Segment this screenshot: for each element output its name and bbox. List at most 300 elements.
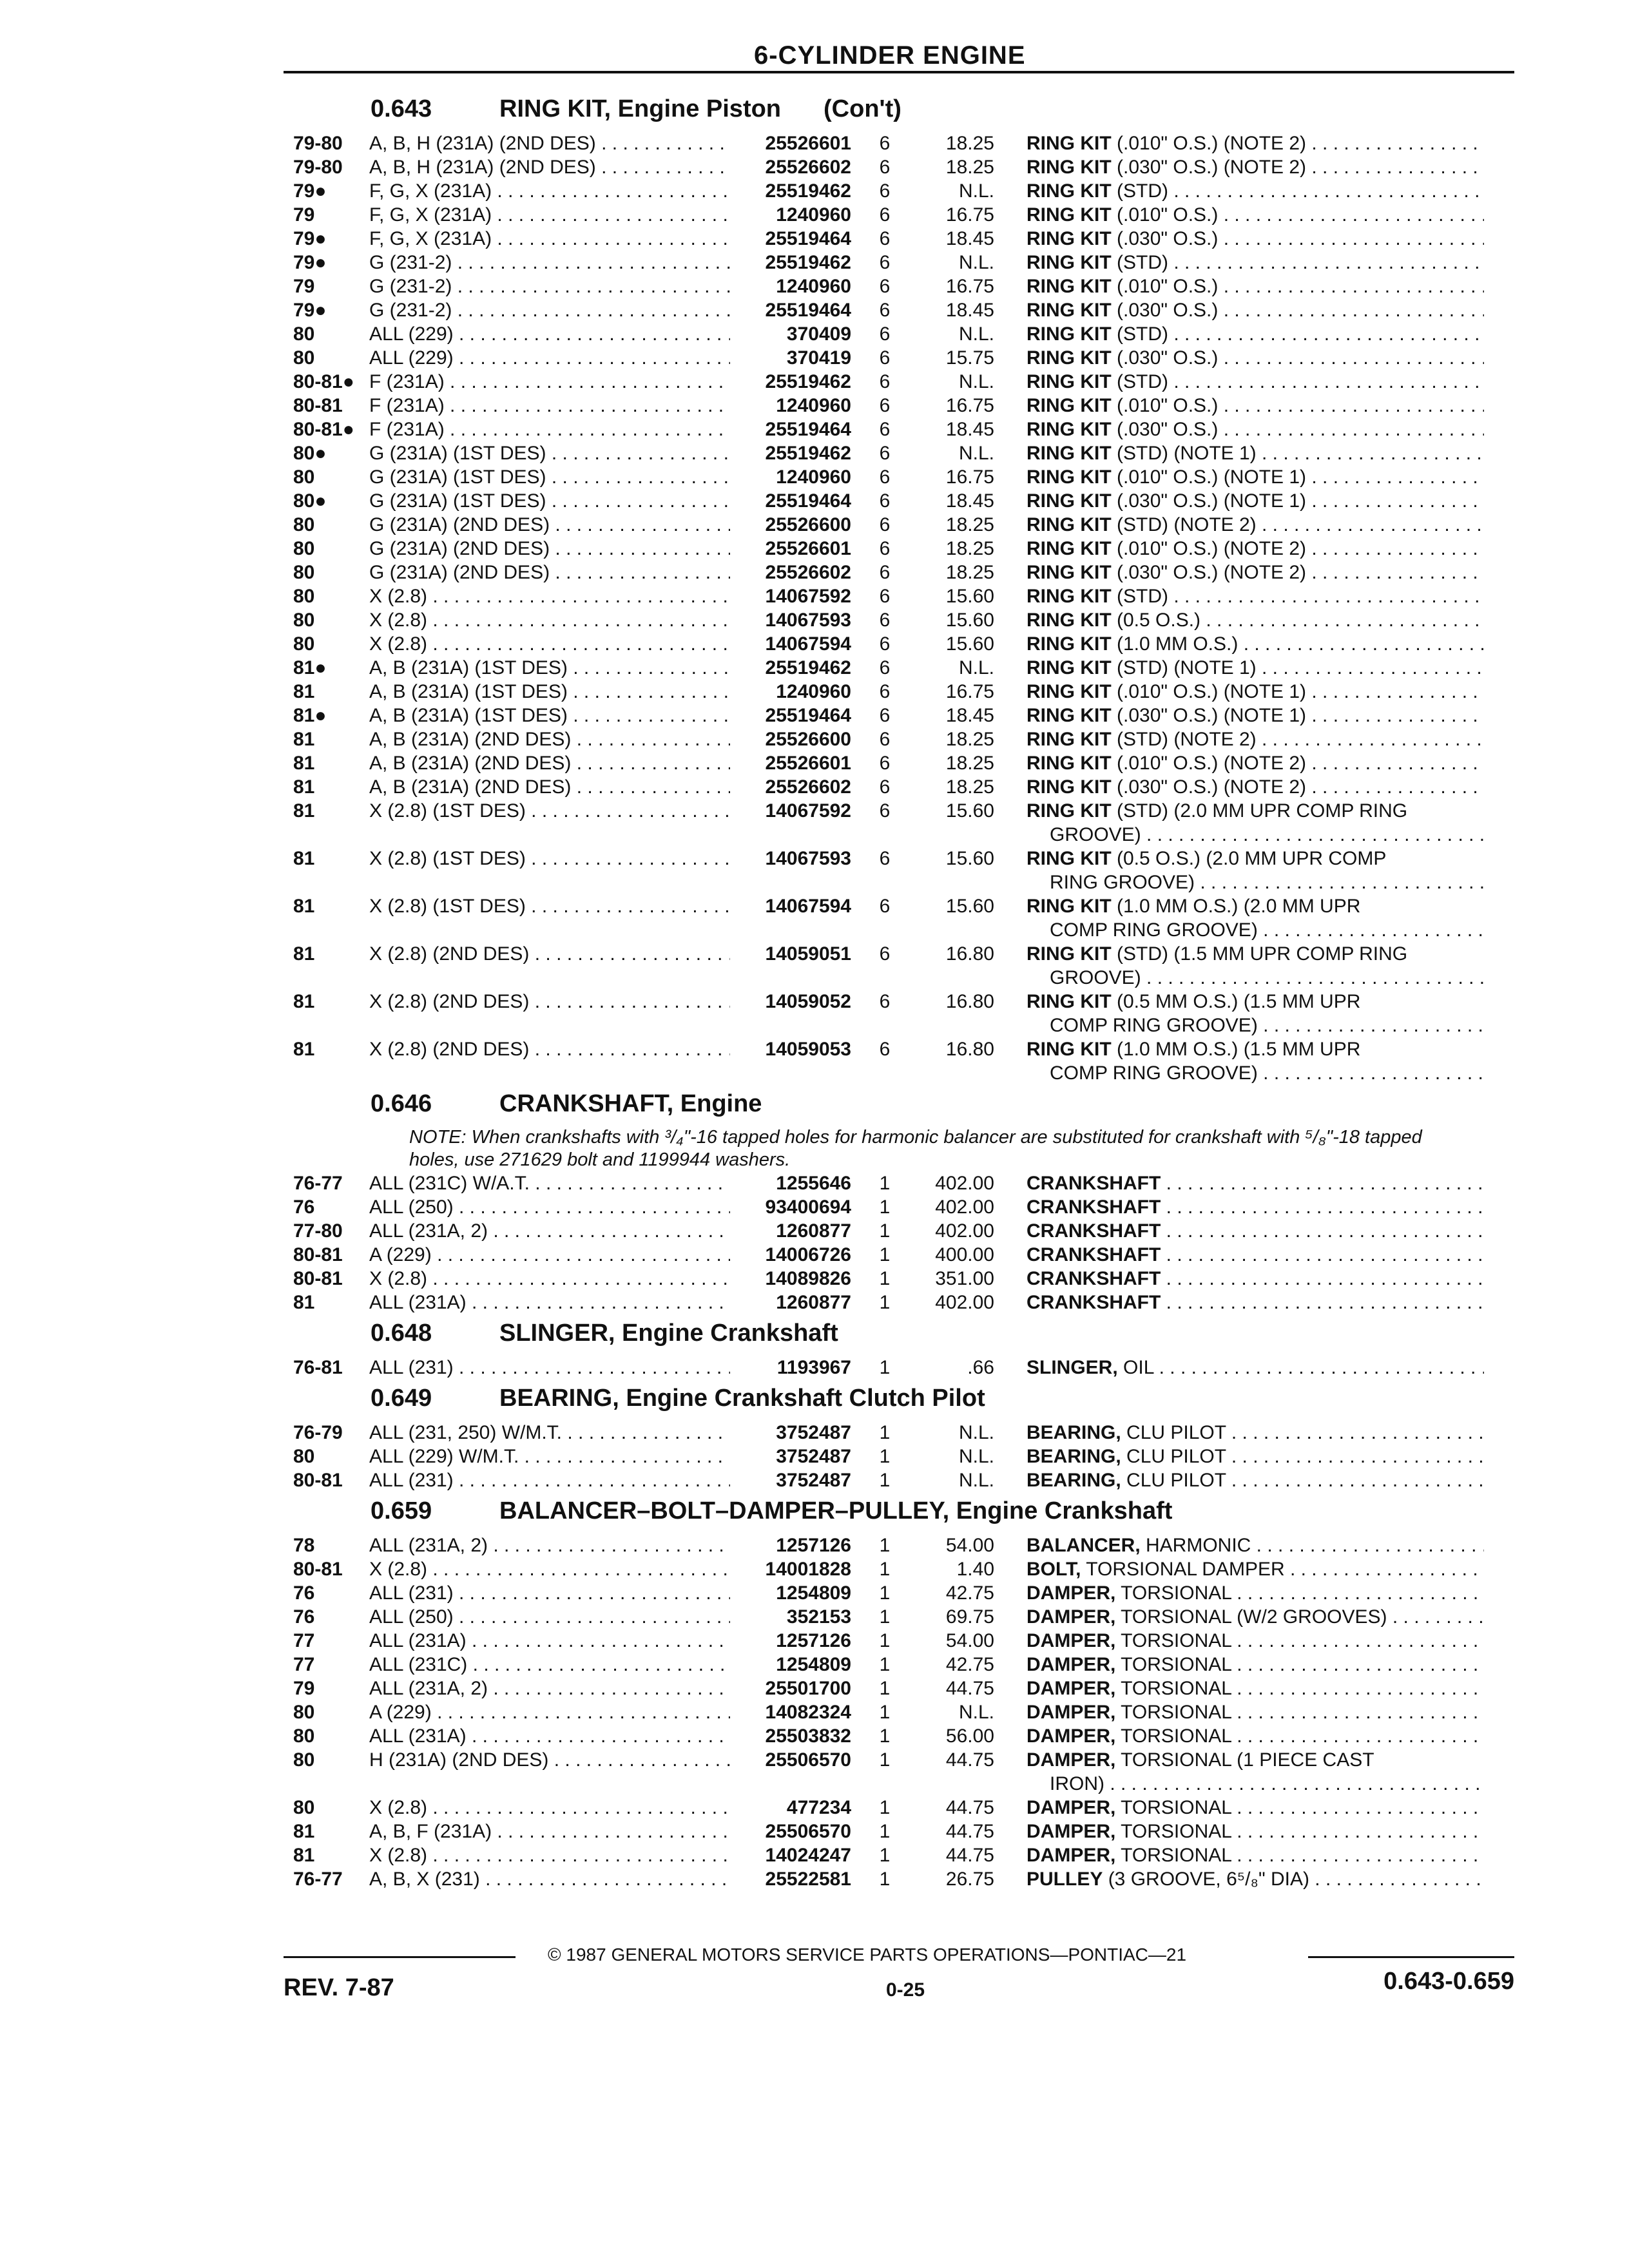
description-line xyxy=(1027,1677,1484,1700)
table-row xyxy=(293,1445,1505,1468)
description-keyword: DAMPER, xyxy=(1027,1797,1116,1818)
table-row xyxy=(293,847,1505,894)
table-row xyxy=(293,179,1505,203)
quantity: 6 xyxy=(879,466,891,488)
description-keyword: BOLT, xyxy=(1027,1559,1081,1580)
part-number: 25519464 xyxy=(765,705,851,726)
description-keyword: RING KIT xyxy=(1027,133,1112,154)
description-keyword: DAMPER, xyxy=(1027,1606,1116,1628)
description-line xyxy=(1027,1724,1484,1748)
description-line xyxy=(1027,465,1484,489)
description-keyword: DAMPER, xyxy=(1027,1821,1116,1842)
price: 18.25 xyxy=(945,133,994,154)
model-application: ALL (229) W/M.T. . . . xyxy=(369,1445,730,1468)
model-year: 80-81 xyxy=(293,395,343,416)
description-detail: HARMONIC xyxy=(1140,1535,1251,1556)
table-row xyxy=(293,1557,1505,1581)
price: N.L. xyxy=(958,1422,994,1443)
part-description xyxy=(1020,1677,1484,1700)
part-description xyxy=(1020,179,1484,203)
part-description xyxy=(1020,489,1484,513)
description-keyword: DAMPER, xyxy=(1027,1582,1116,1604)
price: 18.25 xyxy=(945,538,994,559)
model-year: 81 xyxy=(293,729,315,750)
part-number: 14059053 xyxy=(765,1039,851,1060)
model-application: X (2.8) . . . xyxy=(369,1796,730,1820)
description-line xyxy=(1027,561,1484,584)
quantity: 6 xyxy=(879,562,891,583)
model-application: G (231A) (1ST DES) . . . xyxy=(369,441,730,465)
quantity: 1 xyxy=(879,1678,891,1699)
section-number: 0.643 xyxy=(371,95,432,122)
price: 402.00 xyxy=(935,1173,994,1194)
table-row xyxy=(293,1356,1505,1379)
model-year: 80-81● xyxy=(293,371,354,392)
description-detail: TORSIONAL xyxy=(1115,1725,1231,1747)
quantity: 6 xyxy=(879,896,891,917)
description-detail: (.030" O.S.) (NOTE 2) xyxy=(1111,562,1307,583)
table-row xyxy=(293,942,1505,990)
model-application: ALL (250) . . . xyxy=(369,1195,730,1219)
description-line xyxy=(1027,680,1484,704)
part-description xyxy=(1020,274,1484,298)
table-row xyxy=(293,1843,1505,1867)
model-year: 76-77 xyxy=(293,1869,343,1890)
description-keyword: RING KIT xyxy=(1027,180,1112,202)
parts-list xyxy=(293,95,1505,1896)
part-description xyxy=(1020,680,1484,704)
description-detail: (.030" O.S.) xyxy=(1111,228,1219,249)
part-description xyxy=(1020,1037,1484,1085)
model-year: 80-81 xyxy=(293,1268,343,1289)
part-number: 25503832 xyxy=(765,1725,851,1747)
description-keyword: RING KIT xyxy=(1027,705,1112,726)
model-year: 80 xyxy=(293,466,315,488)
quantity: 1 xyxy=(879,1606,891,1628)
description-detail: (.030" O.S.) (NOTE 1) xyxy=(1111,490,1307,512)
quantity: 1 xyxy=(879,1797,891,1818)
part-number: 14024247 xyxy=(765,1845,851,1866)
model-application: X (2.8) . . . xyxy=(369,584,730,608)
part-description xyxy=(1020,298,1484,322)
model-application: ALL (231) . . . xyxy=(369,1581,730,1605)
part-number: 25519462 xyxy=(765,180,851,202)
price: 18.45 xyxy=(945,419,994,440)
description-keyword: RING KIT xyxy=(1027,848,1112,869)
model-application: G (231A) (2ND DES) . . . xyxy=(369,537,730,561)
description-continuation: GROOVE) . . . xyxy=(1027,966,1484,990)
part-number: 14067592 xyxy=(765,800,851,822)
model-year: 79● xyxy=(293,180,327,202)
part-number: 25526602 xyxy=(765,776,851,798)
description-keyword: DAMPER, xyxy=(1027,1630,1116,1651)
model-application: H (231A) (2ND DES) . . . xyxy=(369,1748,730,1796)
description-line xyxy=(1027,1533,1484,1557)
description-keyword: RING KIT xyxy=(1027,753,1112,774)
description-line xyxy=(1027,894,1484,918)
description-detail: TORSIONAL (1 PIECE CAST xyxy=(1115,1749,1374,1771)
model-application: A, B, H (231A) (2ND DES) . . . xyxy=(369,155,730,179)
price: 18.45 xyxy=(945,300,994,321)
quantity: 6 xyxy=(879,633,891,655)
table-row xyxy=(293,227,1505,251)
model-year: 80 xyxy=(293,633,315,655)
quantity: 1 xyxy=(879,1869,891,1890)
section-number: 0.648 xyxy=(371,1320,432,1347)
quantity: 6 xyxy=(879,729,891,750)
description-detail: TORSIONAL xyxy=(1115,1630,1231,1651)
description-detail: (0.5 O.S.) xyxy=(1111,610,1201,631)
price: 18.45 xyxy=(945,228,994,249)
part-number: 25519464 xyxy=(765,300,851,321)
model-year: 81 xyxy=(293,753,315,774)
description-keyword: RING KIT xyxy=(1027,586,1112,607)
quantity: 6 xyxy=(879,800,891,822)
description-keyword: RING KIT xyxy=(1027,610,1112,631)
part-number: 25526601 xyxy=(765,133,851,154)
quantity: 6 xyxy=(879,753,891,774)
description-detail: (.010" O.S.) xyxy=(1111,395,1219,416)
section-range: 0.643-0.659 xyxy=(1383,1968,1514,1995)
description-detail: (.010" O.S.) (NOTE 2) xyxy=(1111,133,1307,154)
part-number: 25501700 xyxy=(765,1678,851,1699)
model-application: F, G, X (231A) . . . xyxy=(369,227,730,251)
model-application: A (229) . . . xyxy=(369,1243,730,1267)
price: 44.75 xyxy=(945,1845,994,1866)
description-line xyxy=(1027,418,1484,441)
description-detail: (STD) (NOTE 2) xyxy=(1111,514,1257,535)
part-number: 25519462 xyxy=(765,371,851,392)
table-row xyxy=(293,298,1505,322)
model-application: G (231A) (1ST DES) . . . xyxy=(369,465,730,489)
description-keyword: DAMPER, xyxy=(1027,1749,1116,1771)
price: N.L. xyxy=(958,252,994,273)
description-keyword: BEARING, xyxy=(1027,1446,1121,1467)
model-year: 80 xyxy=(293,323,315,345)
part-number: 25506570 xyxy=(765,1821,851,1842)
part-description xyxy=(1020,418,1484,441)
part-description xyxy=(1020,751,1484,775)
description-keyword: RING KIT xyxy=(1027,323,1112,345)
model-application: ALL (231A, 2) . . . xyxy=(369,1219,730,1243)
description-detail: (0.5 MM O.S.) (1.5 MM UPR xyxy=(1111,991,1361,1012)
description-line xyxy=(1027,203,1484,227)
price: 16.75 xyxy=(945,395,994,416)
table-row xyxy=(293,727,1505,751)
price: 15.75 xyxy=(945,347,994,369)
description-line xyxy=(1027,1748,1484,1772)
table-row xyxy=(293,1195,1505,1219)
part-description xyxy=(1020,155,1484,179)
model-application: G (231-2) . . . xyxy=(369,298,730,322)
model-application: A, B (231A) (2ND DES) . . . xyxy=(369,775,730,799)
table-row xyxy=(293,418,1505,441)
section-title: RING KIT, Engine Piston xyxy=(499,95,782,122)
model-application: X (2.8) . . . xyxy=(369,1843,730,1867)
table-row xyxy=(293,1677,1505,1700)
price: 15.60 xyxy=(945,800,994,822)
price: N.L. xyxy=(958,323,994,345)
part-description xyxy=(1020,1219,1484,1243)
description-detail: (.010" O.S.) (NOTE 1) xyxy=(1111,466,1307,488)
quantity: 1 xyxy=(879,1196,891,1218)
description-detail: OIL xyxy=(1117,1357,1154,1378)
part-number: 1240960 xyxy=(776,466,851,488)
description-continuation: IRON) . . . xyxy=(1027,1772,1484,1796)
description-detail: (.030" O.S.) xyxy=(1111,300,1219,321)
model-year: 79● xyxy=(293,300,327,321)
table-row xyxy=(293,775,1505,799)
table-row xyxy=(293,608,1505,632)
model-application: A, B, F (231A) . . . xyxy=(369,1820,730,1843)
table-row xyxy=(293,131,1505,155)
table-row xyxy=(293,1700,1505,1724)
description-line xyxy=(1027,537,1484,561)
page-title: 6-CYLINDER ENGINE xyxy=(754,41,1026,70)
model-application: X (2.8) . . . xyxy=(369,608,730,632)
description-detail: (STD) (2.0 MM UPR COMP RING xyxy=(1111,800,1408,822)
description-keyword: RING KIT xyxy=(1027,776,1112,798)
description-keyword: DAMPER, xyxy=(1027,1654,1116,1675)
part-description xyxy=(1020,1291,1484,1314)
description-line xyxy=(1027,1267,1484,1291)
description-line xyxy=(1027,227,1484,251)
description-line xyxy=(1027,441,1484,465)
price: 15.60 xyxy=(945,633,994,655)
part-description xyxy=(1020,1468,1484,1492)
model-year: 81 xyxy=(293,681,315,702)
table-row xyxy=(293,1581,1505,1605)
section-title: BEARING, Engine Crankshaft Clutch Pilot xyxy=(499,1385,985,1412)
description-keyword: RING KIT xyxy=(1027,657,1112,678)
table-row xyxy=(293,1037,1505,1085)
part-number: 370419 xyxy=(786,347,851,369)
price: 402.00 xyxy=(935,1292,994,1313)
page-number: 0-25 xyxy=(886,1979,925,2001)
table-row xyxy=(293,632,1505,656)
table-row xyxy=(293,561,1505,584)
description-line xyxy=(1027,251,1484,274)
part-number: 93400694 xyxy=(765,1196,851,1218)
quantity: 1 xyxy=(879,1582,891,1604)
price: 44.75 xyxy=(945,1678,994,1699)
table-row xyxy=(293,1171,1505,1195)
model-application: A, B (231A) (2ND DES) . . . xyxy=(369,727,730,751)
model-year: 79 xyxy=(293,276,315,297)
description-line xyxy=(1027,1445,1484,1468)
model-year: 80● xyxy=(293,490,327,512)
part-number: 14059052 xyxy=(765,991,851,1012)
description-line xyxy=(1027,346,1484,370)
table-row xyxy=(293,203,1505,227)
price: 402.00 xyxy=(935,1220,994,1242)
quantity: 1 xyxy=(879,1535,891,1556)
description-continuation: RING GROOVE) . . . xyxy=(1027,870,1484,894)
section-title: BALANCER–BOLT–DAMPER–PULLEY, Engine Crankshaft xyxy=(499,1497,1173,1524)
description-detail: (.030" O.S.) (NOTE 1) xyxy=(1111,705,1307,726)
part-number: 14006726 xyxy=(765,1244,851,1265)
quantity: 1 xyxy=(879,1244,891,1265)
model-year: 76-79 xyxy=(293,1422,343,1443)
model-year: 76 xyxy=(293,1582,315,1604)
description-keyword: RING KIT xyxy=(1027,228,1112,249)
price: 402.00 xyxy=(935,1196,994,1218)
quantity: 1 xyxy=(879,1654,891,1675)
price: 16.80 xyxy=(945,991,994,1012)
description-keyword: SLINGER, xyxy=(1027,1357,1118,1378)
description-keyword: BEARING, xyxy=(1027,1470,1121,1491)
description-detail: (.030" O.S.) (NOTE 2) xyxy=(1111,157,1307,178)
section-note: NOTE: When crankshafts with ³/₄"-16 tapped holes for harmonic balancer are substituted for crankshaft with ⁵/₈"-18 tapped holes, use 271629 bolt and 1199944 washers. xyxy=(409,1127,1422,1170)
price: 44.75 xyxy=(945,1797,994,1818)
table-row xyxy=(293,1724,1505,1748)
table-row xyxy=(293,465,1505,489)
table-row xyxy=(293,155,1505,179)
model-year: 80 xyxy=(293,1702,315,1723)
description-keyword: RING KIT xyxy=(1027,490,1112,512)
part-description xyxy=(1020,704,1484,727)
quantity: 1 xyxy=(879,1630,891,1651)
description-line xyxy=(1027,656,1484,680)
part-number: 14067592 xyxy=(765,586,851,607)
part-number: 25506570 xyxy=(765,1749,851,1771)
quantity: 1 xyxy=(879,1470,891,1491)
price: 54.00 xyxy=(945,1630,994,1651)
model-application: G (231A) (2ND DES) . . . xyxy=(369,513,730,537)
description-line xyxy=(1027,155,1484,179)
model-application: ALL (231A, 2) . . . xyxy=(369,1677,730,1700)
price: 16.75 xyxy=(945,466,994,488)
description-keyword: PULLEY xyxy=(1027,1869,1103,1890)
description-detail: TORSIONAL xyxy=(1115,1702,1231,1723)
quantity: 1 xyxy=(879,1725,891,1747)
model-year: 81 xyxy=(293,1039,315,1060)
model-application: X (2.8) (1ST DES) . . . xyxy=(369,894,730,942)
quantity: 1 xyxy=(879,1446,891,1467)
part-description xyxy=(1020,561,1484,584)
description-detail: (STD) xyxy=(1111,252,1168,273)
part-number: 3752487 xyxy=(776,1446,851,1467)
description-detail: TORSIONAL xyxy=(1115,1797,1231,1818)
description-line xyxy=(1027,1356,1484,1379)
part-description xyxy=(1020,942,1484,990)
table-row xyxy=(293,704,1505,727)
description-keyword: CRANKSHAFT xyxy=(1027,1292,1161,1313)
part-description xyxy=(1020,1748,1484,1796)
quantity: 6 xyxy=(879,300,891,321)
part-description xyxy=(1020,608,1484,632)
description-keyword: RING KIT xyxy=(1027,896,1112,917)
table-row xyxy=(293,274,1505,298)
price: N.L. xyxy=(958,1702,994,1723)
model-year: 80 xyxy=(293,514,315,535)
table-row xyxy=(293,1796,1505,1820)
model-year: 81 xyxy=(293,1821,315,1842)
part-number: 3752487 xyxy=(776,1470,851,1491)
description-detail: (.030" O.S.) xyxy=(1111,347,1219,369)
description-keyword: RING KIT xyxy=(1027,1039,1112,1060)
model-year: 79● xyxy=(293,228,327,249)
model-year: 78 xyxy=(293,1535,315,1556)
price: N.L. xyxy=(958,180,994,202)
price: 18.25 xyxy=(945,514,994,535)
model-application: ALL (231C) . . . xyxy=(369,1653,730,1677)
description-line xyxy=(1027,632,1484,656)
part-description xyxy=(1020,727,1484,751)
part-description xyxy=(1020,513,1484,537)
footer-credit: © 1987 GENERAL MOTORS SERVICE PARTS OPERATIONS—PONTIAC—21 xyxy=(548,1945,1187,1965)
model-year: 80 xyxy=(293,1446,315,1467)
quantity: 1 xyxy=(879,1749,891,1771)
description-keyword: RING KIT xyxy=(1027,252,1112,273)
description-keyword: RING KIT xyxy=(1027,466,1112,488)
continued-label: (Con't) xyxy=(824,95,901,122)
part-number: 25526601 xyxy=(765,753,851,774)
part-description xyxy=(1020,1843,1484,1867)
quantity: 1 xyxy=(879,1702,891,1723)
section-number: 0.646 xyxy=(371,1090,432,1117)
model-year: 81 xyxy=(293,991,315,1012)
description-line xyxy=(1027,1171,1484,1195)
table-row xyxy=(293,1243,1505,1267)
model-application: A, B, H (231A) (2ND DES) . . . xyxy=(369,131,730,155)
model-application: F, G, X (231A) . . . xyxy=(369,203,730,227)
part-number: 1240960 xyxy=(776,204,851,226)
part-description xyxy=(1020,1605,1484,1629)
table-row xyxy=(293,799,1505,847)
section-0-648 xyxy=(293,1320,1505,1379)
quantity: 6 xyxy=(879,538,891,559)
price: .66 xyxy=(967,1357,994,1378)
description-detail: TORSIONAL xyxy=(1115,1678,1231,1699)
part-number: 352153 xyxy=(786,1606,851,1628)
price: 18.25 xyxy=(945,729,994,750)
part-description xyxy=(1020,251,1484,274)
description-detail: CLU PILOT xyxy=(1121,1446,1226,1467)
model-application: ALL (231A, 2) . . . xyxy=(369,1533,730,1557)
description-line xyxy=(1027,1421,1484,1445)
quantity: 6 xyxy=(879,848,891,869)
part-description xyxy=(1020,1557,1484,1581)
part-description xyxy=(1020,799,1484,847)
description-line xyxy=(1027,179,1484,203)
model-year: 77 xyxy=(293,1630,315,1651)
section-heading xyxy=(293,1497,1505,1533)
model-year: 81 xyxy=(293,943,315,965)
description-detail: (1.0 MM O.S.) (2.0 MM UPR xyxy=(1111,896,1361,917)
model-application: A, B (231A) (1ST DES) . . . xyxy=(369,680,730,704)
section-heading xyxy=(293,1320,1505,1356)
model-application: ALL (231, 250) W/M.T. . . . xyxy=(369,1421,730,1445)
model-year: 80 xyxy=(293,347,315,369)
part-number: 25526602 xyxy=(765,562,851,583)
part-description xyxy=(1020,632,1484,656)
price: 56.00 xyxy=(945,1725,994,1747)
section-number: 0.659 xyxy=(371,1497,432,1524)
part-description xyxy=(1020,1421,1484,1445)
model-year: 80 xyxy=(293,586,315,607)
part-number: 25526601 xyxy=(765,538,851,559)
table-row xyxy=(293,1468,1505,1492)
part-description xyxy=(1020,894,1484,942)
price: 18.25 xyxy=(945,157,994,178)
table-row xyxy=(293,489,1505,513)
description-line xyxy=(1027,847,1484,870)
price: N.L. xyxy=(958,657,994,678)
model-year: 77-80 xyxy=(293,1220,343,1242)
description-line xyxy=(1027,1605,1484,1629)
model-application: G (231-2) . . . xyxy=(369,251,730,274)
